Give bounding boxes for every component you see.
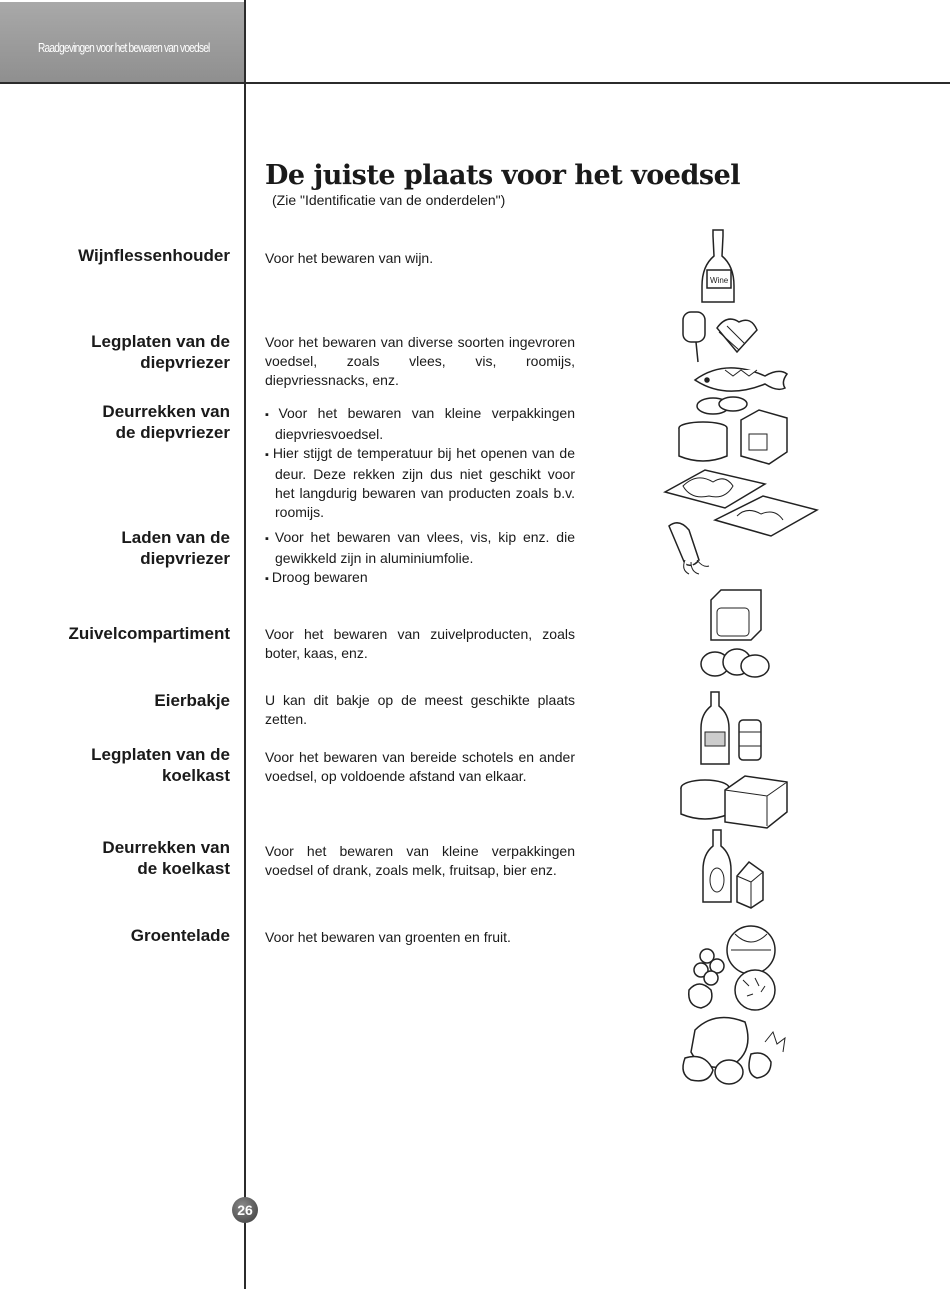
margin-rule bbox=[244, 0, 246, 1289]
row-label-fridge-shelves: Legplaten van de koelkast bbox=[91, 745, 230, 785]
vegetables-icon bbox=[683, 1018, 785, 1085]
food-containers-icon bbox=[681, 776, 787, 828]
fruits-icon bbox=[689, 926, 775, 1010]
row-label-vegetable-drawer: Groentelade bbox=[130, 926, 230, 945]
bullet-item: ▪ Droog bewaren bbox=[265, 568, 575, 589]
eggs-icon bbox=[701, 649, 769, 677]
bullet-item: ▪ Voor het bewaren van vlees, vis, kip enz. die gewikkeld zijn in aluminiumfolie. bbox=[265, 528, 575, 568]
can-and-box-icon bbox=[679, 410, 787, 464]
row-text-fridge-door-racks: Voor het bewaren van kleine verpakkingen voedsel of drank, zoals melk, fruitsap, bier enz. bbox=[265, 843, 575, 878]
row-label-freezer-door-racks: Deurrekken van de diepvriezer bbox=[102, 402, 230, 442]
row-label-wine-holder: Wijnflessenhouder bbox=[78, 246, 230, 265]
row-label-egg-tray: Eierbakje bbox=[154, 691, 230, 710]
page-title: De juiste plaats voor het voedsel bbox=[265, 160, 740, 191]
row-text-dairy-compartment: Voor het bewaren van zuivelproducten, zoals boter, kaas, enz. bbox=[265, 626, 575, 661]
row-text-egg-tray: U kan dit bakje op de meest geschikte plaats zetten. bbox=[265, 692, 575, 727]
row-label-freezer-shelves: Legplaten van de diepvriezer bbox=[91, 332, 230, 372]
row-label-freezer-drawers: Laden van de diepvriezer bbox=[121, 528, 230, 568]
wine-label-text: Wine bbox=[710, 276, 729, 285]
row-text-freezer-drawers bbox=[265, 528, 575, 589]
row-text-wine-holder: Voor het bewaren van wijn. bbox=[265, 250, 434, 266]
section-header-label: Raadgevingen voor het bewaren van voedsel bbox=[38, 40, 210, 55]
bottle-and-jar-icon bbox=[701, 692, 761, 764]
header-rule bbox=[0, 82, 950, 84]
frozen-meat-packages-icon bbox=[665, 470, 817, 574]
section-header-tab bbox=[0, 2, 244, 82]
ice-cream-icon bbox=[683, 312, 757, 362]
page-number-badge: 26 bbox=[232, 1197, 258, 1223]
row-text-vegetable-drawer: Voor het bewaren van groenten en fruit. bbox=[265, 929, 511, 945]
drink-bottle-and-carton-icon bbox=[703, 830, 763, 908]
row-text-fridge-shelves: Voor het bewaren van bereide schotels en ander voedsel, op voldoende afstand van elkaar. bbox=[265, 749, 575, 784]
wine-bottle-icon bbox=[702, 230, 734, 302]
fish-icon bbox=[695, 368, 787, 414]
food-illustrations bbox=[655, 220, 825, 1090]
bullet-item: ▪ Hier stijgt de temperatuur bij het openen van de deur. Deze rekken zijn dus niet geschikt voor het langdurig bewaren van producten zoals b.v. roomijs. bbox=[265, 444, 575, 522]
row-label-fridge-door-racks: Deurrekken van de koelkast bbox=[102, 838, 230, 878]
page-subtitle: (Zie "Identificatie van de onderdelen") bbox=[272, 192, 506, 208]
row-text-freezer-door-racks bbox=[265, 404, 575, 522]
butter-box-icon bbox=[711, 590, 761, 640]
bullet-item: ▪ Voor het bewaren van kleine verpakkingen diepvriesvoedsel. bbox=[265, 404, 575, 444]
row-text-freezer-shelves: Voor het bewaren van diverse soorten ingevroren voedsel, zoals vlees, vis, roomijs, diepvriessnacks, enz. bbox=[265, 334, 575, 388]
row-label-dairy-compartment: Zuivelcompartiment bbox=[68, 624, 230, 643]
